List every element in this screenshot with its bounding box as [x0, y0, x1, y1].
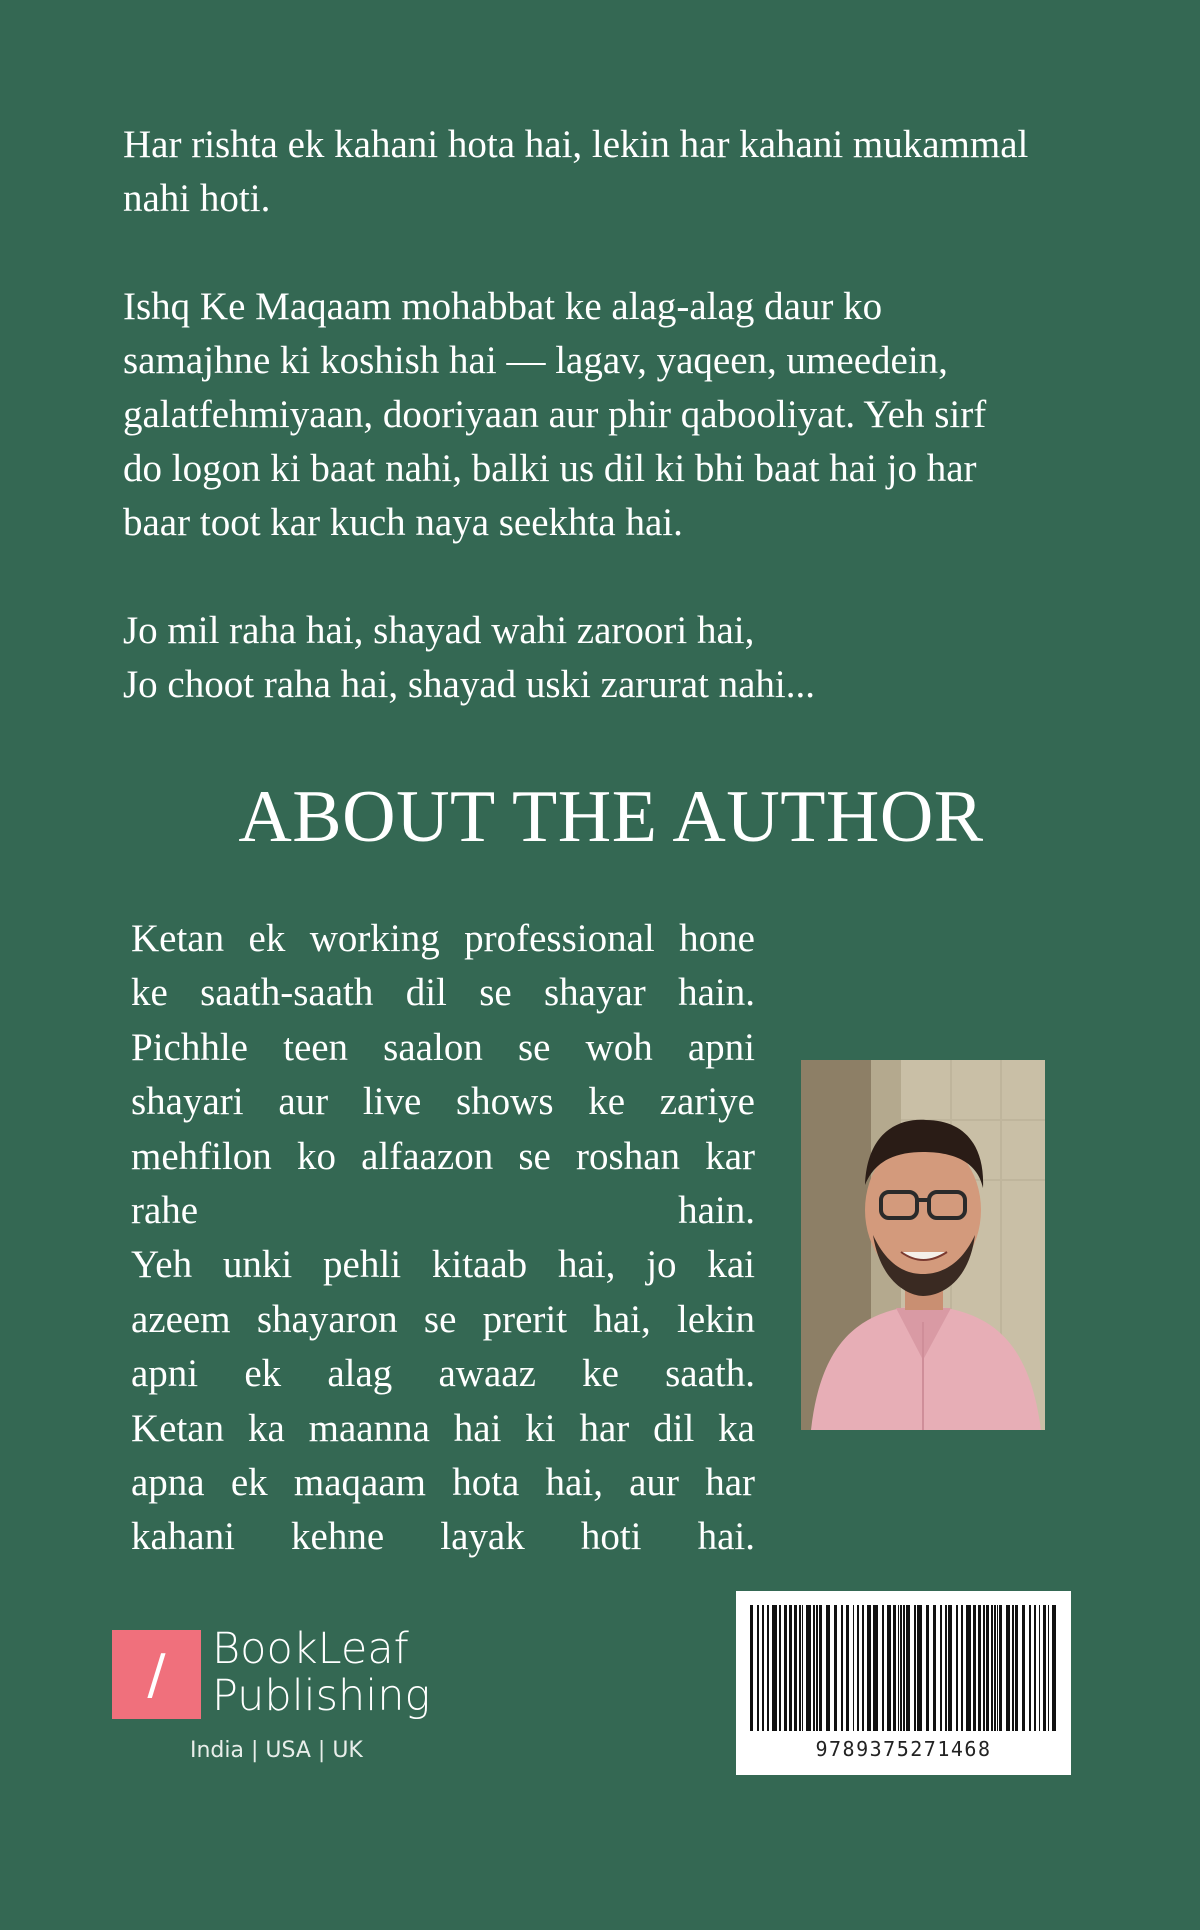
barcode-bar	[940, 1605, 942, 1731]
barcode-bar	[903, 1605, 905, 1731]
barcode-bar	[1012, 1605, 1014, 1731]
about-author-heading: ABOUT THE AUTHOR	[238, 776, 984, 858]
blurb-line: nahi hoti.	[123, 177, 271, 220]
blurb-line: do logon ki baat nahi, balki us dil ki bhi baat hai jo har	[123, 447, 977, 490]
barcode-bar	[956, 1605, 958, 1731]
barcode-bar	[826, 1605, 830, 1731]
barcode-bar	[1029, 1605, 1031, 1731]
barcode-bar	[867, 1605, 871, 1731]
barcode-bar	[857, 1605, 859, 1731]
barcode-bar	[802, 1605, 803, 1731]
barcode-bar	[1048, 1605, 1049, 1731]
barcode-bar	[841, 1605, 843, 1731]
barcode-bar	[906, 1605, 910, 1731]
barcode-bar	[1034, 1605, 1036, 1731]
barcode-bar	[983, 1605, 985, 1731]
blurb-line: galatfehmiyaan, dooriyaan aur phir qabooliyat. Yeh sirf	[123, 393, 987, 436]
barcode-bar	[961, 1605, 963, 1731]
publisher-logo	[112, 1624, 452, 1770]
logo-slash-icon: /	[147, 1643, 166, 1706]
bio-line: apna ek maqaam hota hai, aur har	[131, 1461, 755, 1505]
barcode-bar	[898, 1605, 899, 1731]
bio-line: mehfilon ko alfaazon se roshan kar	[131, 1134, 755, 1178]
blurb-paragraph-1	[123, 118, 1103, 226]
publisher-name-line-1: BookLeaf	[212, 1624, 409, 1674]
barcode-bar	[900, 1605, 902, 1731]
barcode-bar	[893, 1605, 896, 1731]
barcode-bar	[779, 1605, 781, 1731]
barcode-bar	[1039, 1605, 1040, 1731]
barcode-bar	[882, 1605, 884, 1731]
blurb-line: Jo mil raha hai, shayad wahi zaroori hai,	[123, 609, 755, 652]
barcode-bar	[816, 1605, 818, 1731]
barcode-bar	[887, 1605, 891, 1731]
barcode-bar	[813, 1605, 815, 1731]
barcode-bar	[986, 1605, 989, 1731]
barcode-bar	[794, 1605, 797, 1731]
isbn-number: 9789375271468	[815, 1737, 992, 1761]
blurb-paragraph-3	[123, 604, 1103, 712]
blurb-line: Har rishta ek kahani hota hai, lekin har kahani mukammal	[123, 123, 1029, 166]
barcode-bar	[799, 1605, 801, 1731]
barcode-bar	[945, 1605, 947, 1731]
barcode-bar	[853, 1605, 854, 1731]
back-cover-blurb	[123, 118, 1103, 712]
bio-line: Ketan ek working professional hone	[131, 917, 755, 960]
bio-line: azeem shayaron se prerit hai, lekin	[131, 1297, 755, 1341]
bio-line: Yeh unki pehli kitaab hai, jo kai	[131, 1243, 755, 1287]
publisher-countries: India | USA | UK	[190, 1738, 363, 1763]
barcode-bar	[767, 1605, 769, 1731]
author-portrait-illustration	[801, 1060, 1045, 1430]
blurb-line: Jo choot raha hai, shayad uski zarurat nahi...	[123, 663, 816, 706]
barcode-bar	[933, 1605, 936, 1731]
isbn-barcode	[736, 1591, 1071, 1775]
barcode-bar	[806, 1605, 811, 1731]
barcode-bar	[819, 1605, 822, 1731]
bio-line: Pichhle teen saalon se woh apni	[131, 1025, 755, 1069]
barcode-bar	[914, 1605, 916, 1731]
barcode-bar	[750, 1605, 753, 1731]
barcode-bar	[973, 1605, 976, 1731]
barcode-bar	[926, 1605, 929, 1731]
bio-line: apni ek alag awaaz ke saath.	[131, 1352, 755, 1396]
blurb-line: baar toot kar kuch naya seekhta hai.	[123, 501, 683, 544]
barcode-bar	[1052, 1605, 1056, 1731]
barcode-bar	[997, 1605, 998, 1731]
barcode-bar	[994, 1605, 996, 1731]
barcode-bar	[999, 1605, 1002, 1731]
barcode-bar	[789, 1605, 792, 1731]
barcode-bar	[757, 1605, 759, 1731]
bio-line: Ketan ka maanna hai ki har dil ka	[131, 1406, 755, 1450]
barcode-bar	[966, 1605, 971, 1731]
barcode-bar	[772, 1605, 777, 1731]
barcode-bar	[1043, 1605, 1046, 1731]
publisher-name	[212, 1626, 430, 1720]
blurb-line: samajhne ki koshish hai — lagav, yaqeen, umeedein,	[123, 339, 948, 382]
barcode-bar	[862, 1605, 864, 1731]
barcode-bar	[917, 1605, 922, 1731]
barcode-bar	[948, 1605, 952, 1731]
author-bio	[131, 912, 755, 1565]
barcode-bar	[873, 1605, 878, 1731]
bio-line: shayari aur live shows ke zariye	[131, 1080, 755, 1124]
bio-line: rahe hain.	[131, 1189, 755, 1233]
barcode-bar	[1015, 1605, 1018, 1731]
barcode-bar	[784, 1605, 787, 1731]
barcode-bar	[991, 1605, 993, 1731]
bio-line: ke saath-saath dil se shayar hain.	[131, 971, 755, 1015]
barcode-bar	[762, 1605, 764, 1731]
barcode-bar	[978, 1605, 981, 1731]
blurb-line: Ishq Ke Maqaam mohabbat ke alag-alag daur ko	[123, 285, 883, 328]
bio-line: kahani kehne layak hoti hai.	[131, 1515, 755, 1559]
publisher-name-line-2: Publishing	[212, 1671, 431, 1721]
barcode-bar	[1006, 1605, 1010, 1731]
barcode-bar	[834, 1605, 837, 1731]
blurb-paragraph-2	[123, 280, 1103, 550]
barcode-bar	[1022, 1605, 1025, 1731]
barcode-bar	[846, 1605, 849, 1731]
author-photo	[801, 1060, 1045, 1430]
